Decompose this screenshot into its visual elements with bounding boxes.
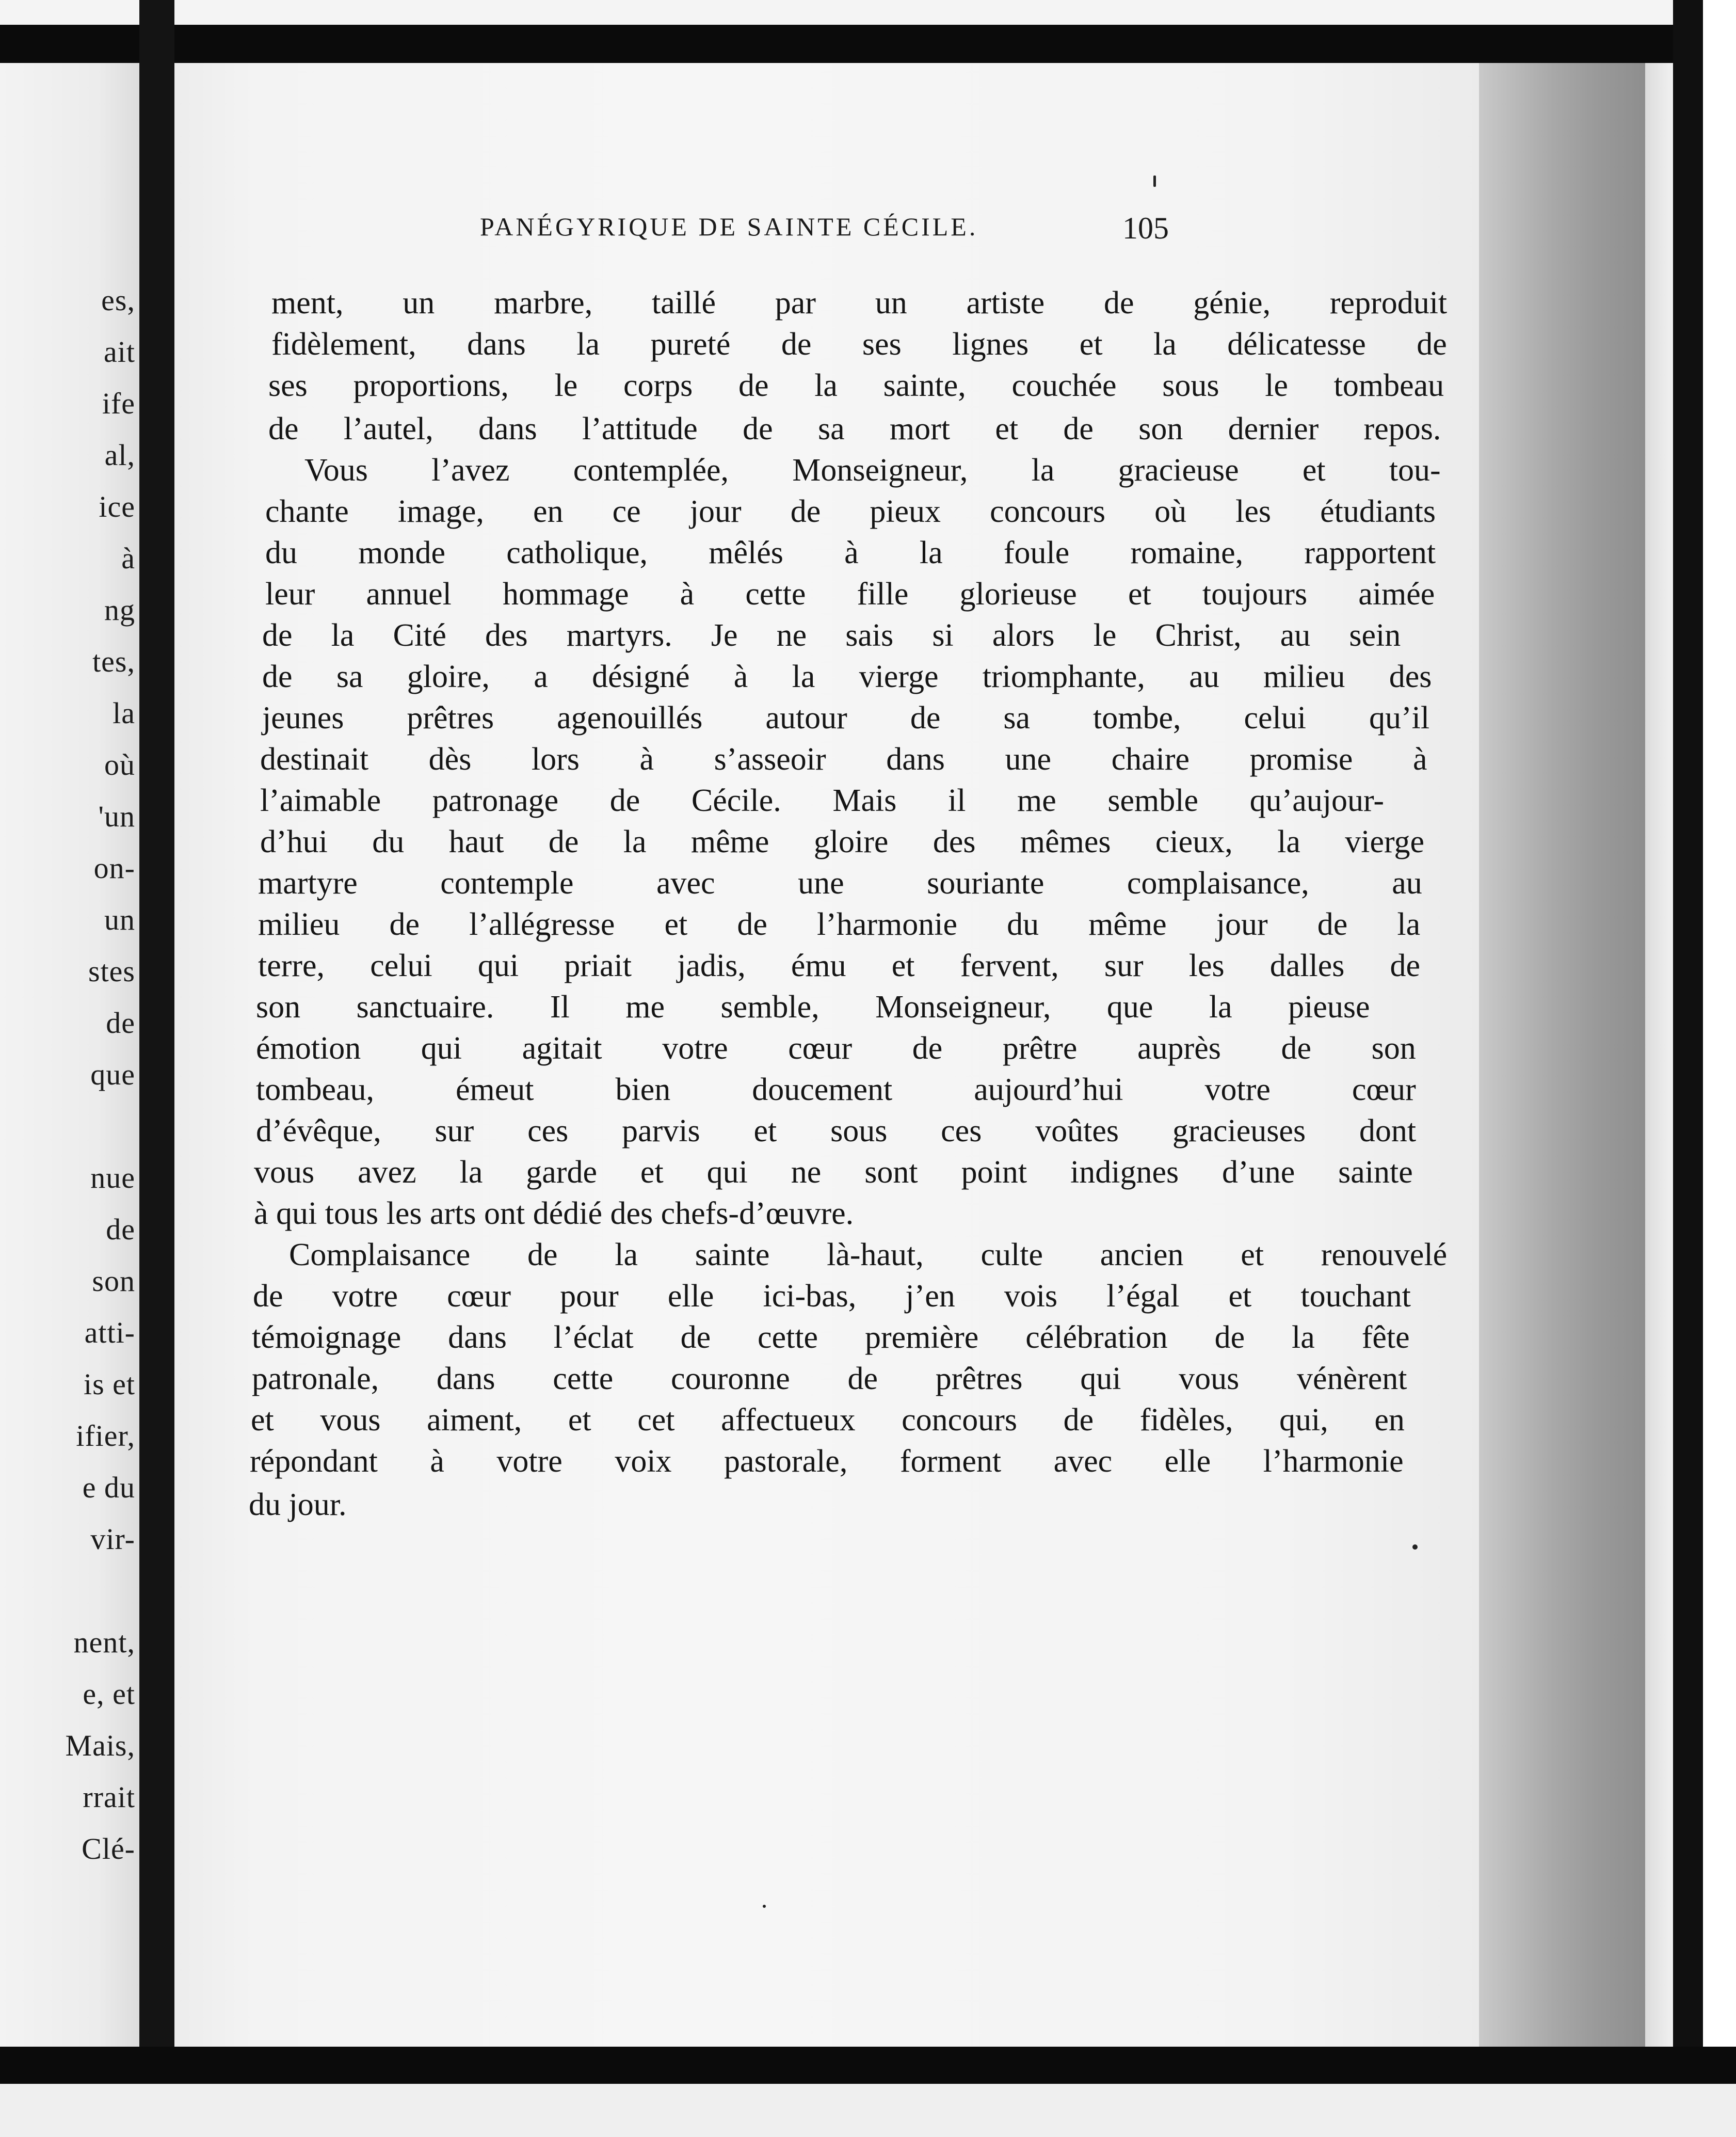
left-page-fragment: où — [104, 748, 135, 782]
scan-border-left — [139, 0, 174, 2137]
text-line: répondant à votre voix pastorale, forment avec elle l’harmonie — [250, 1444, 1404, 1479]
left-page-edge — [0, 63, 139, 2047]
text-line: du jour. — [249, 1487, 347, 1522]
text-line: de sa gloire, a désigné à la vierge triomphante, au milieu des — [262, 659, 1432, 694]
dust-speck — [763, 1905, 766, 1908]
left-page-fragment: 'un — [98, 800, 135, 833]
scan-frame-top — [0, 0, 1736, 25]
scan-frame-bottom — [0, 2084, 1736, 2137]
text-line: leur annuel hommage à cette fille glorieuse et toujours aimée — [265, 577, 1435, 612]
page-gutter — [1479, 63, 1645, 2047]
text-line: destinait dès lors à s’asseoir dans une chaire promise à — [260, 742, 1427, 777]
text-line: ses proportions, le corps de la sainte, couchée sous le tombeau — [268, 368, 1444, 403]
scan-frame-right — [1703, 0, 1736, 2137]
left-page-fragment: atti- — [84, 1316, 135, 1349]
text-line: chante image, en ce jour de pieux concours où les étudiants — [265, 494, 1436, 529]
text-line: son sanctuaire. Il me semble, Monseigneur, que la pieuse — [256, 990, 1370, 1025]
text-line: l’aimable patronage de Cécile. Mais il me semble qu’aujour- — [260, 783, 1385, 818]
text-line: ment, un marbre, taillé par un artiste de génie, reproduit — [271, 285, 1448, 321]
left-page-fragment: ife — [102, 387, 135, 420]
left-page-fragment: e du — [82, 1471, 135, 1504]
text-line: tombeau, émeut bien doucement aujourd’hui votre cœur — [256, 1072, 1416, 1107]
text-line: de l’autel, dans l’attitude de sa mort et de son dernier repos. — [268, 411, 1441, 446]
scan-border-top — [0, 25, 1736, 63]
left-page-fragment: nue — [90, 1161, 135, 1194]
left-page-fragment: e, et — [83, 1677, 135, 1711]
left-page-fragment: la — [112, 696, 135, 730]
text-line: terre, celui qui priait jadis, ému et fervent, sur les dalles de — [258, 948, 1421, 983]
scan-border-bottom — [0, 2047, 1736, 2084]
running-head: PANÉGYRIQUE DE SAINTE CÉCILE. — [480, 212, 978, 241]
text-line: d’hui du haut de la même gloire des mêmes cieux, la vierge — [260, 824, 1425, 859]
left-page-fragment: que — [90, 1058, 135, 1091]
left-page-fragment: de — [106, 1006, 135, 1040]
left-page-fragment: à — [121, 541, 135, 575]
text-line: jeunes prêtres agenouillés autour de sa tombe, celui qu’il — [262, 700, 1430, 736]
left-page-fragment: un — [104, 903, 135, 936]
text-line: et vous aiment, et cet affectueux concours de fidèles, qui, en — [251, 1402, 1405, 1438]
text-line: émotion qui agitait votre cœur de prêtre auprès de son — [256, 1031, 1416, 1066]
text-line: à qui tous les arts ont dédié des chefs-d’œuvre. — [254, 1196, 854, 1231]
left-page-fragment: nent, — [73, 1625, 135, 1659]
left-page-fragment: stes — [88, 954, 135, 988]
dust-speck — [1412, 1544, 1418, 1550]
dust-speck — [1153, 176, 1156, 187]
text-line: de la Cité des martyrs. Je ne sais si alors le Christ, au sein — [262, 618, 1401, 653]
left-page-fragment: rrait — [83, 1780, 135, 1814]
left-page-fragment: is et — [83, 1367, 135, 1401]
text-line: du monde catholique, mêlés à la foule romaine, rapportent — [265, 535, 1436, 570]
scan-border-right — [1673, 0, 1703, 2137]
text-line: de votre cœur pour elle ici-bas, j’en vois l’égal et touchant — [253, 1279, 1411, 1314]
left-page-fragment: es, — [101, 283, 135, 317]
left-page-fragment: Clé- — [82, 1832, 135, 1865]
page-number: 105 — [1122, 211, 1169, 245]
text-line: fidèlement, dans la pureté de ses lignes et la délicatesse de — [271, 327, 1447, 362]
text-line: témoignage dans l’éclat de cette première célébration de la fête — [252, 1320, 1410, 1355]
left-page-fragment: on- — [93, 851, 135, 885]
left-page-fragment: al, — [104, 438, 135, 472]
left-page-fragment: son — [92, 1264, 135, 1298]
text-line: Complaisance de la sainte là-haut, culte ancien et renouvelé — [289, 1237, 1448, 1272]
left-page-fragment: ng — [104, 593, 135, 627]
text-line: milieu de l’allégresse et de l’harmonie du même jour de la — [258, 907, 1421, 942]
left-page-fragment: ifier, — [76, 1419, 135, 1453]
text-line: patronale, dans cette couronne de prêtres qui vous vénèrent — [252, 1361, 1407, 1396]
text-line: vous avez la garde et qui ne sont point indignes d’une sainte — [254, 1155, 1413, 1190]
left-page-fragment: tes, — [92, 645, 135, 678]
left-page-fragment: de — [106, 1213, 135, 1246]
left-page-fragment: ice — [99, 490, 135, 523]
scan-edge-right — [1645, 63, 1673, 2047]
text-line: Vous l’avez contemplée, Monseigneur, la gracieuse et tou- — [304, 453, 1441, 488]
text-line: martyre contemple avec une souriante complaisance, au — [258, 866, 1422, 901]
text-line: d’évêque, sur ces parvis et sous ces voûtes gracieuses dont — [256, 1113, 1417, 1149]
left-page-fragment: ait — [104, 335, 135, 369]
left-page-fragment: Mais, — [65, 1729, 135, 1762]
left-page-fragment: vir- — [90, 1522, 135, 1556]
